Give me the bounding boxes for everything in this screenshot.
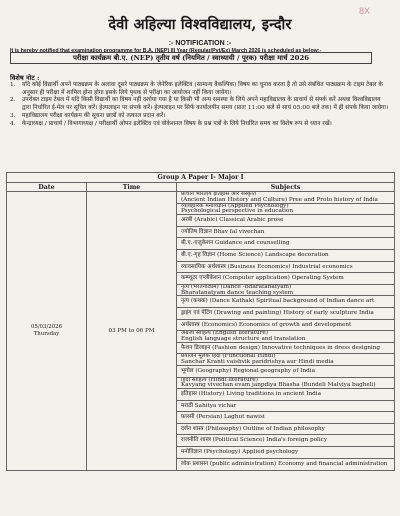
exam-day: Thursday <box>33 331 60 338</box>
subject-line: बी.ए.-एजुकेशन Guidance and counselling <box>181 240 290 247</box>
subject-row <box>177 378 394 390</box>
subject-row <box>177 331 394 343</box>
note-number: 1. <box>10 82 16 88</box>
subject-line: अंग्रेजी साहित्य (English literature) <box>181 331 268 337</box>
column-header-time: Time <box>87 183 177 192</box>
group-title: Group A Paper I- Major I <box>7 173 395 183</box>
subject-row <box>177 285 394 297</box>
subject-line: Psychological perspective in education <box>181 208 294 215</box>
subject-row <box>177 459 394 471</box>
note-text: यदि कोई विद्यार्थी अपने पाठ्यक्रम के अलावा दूसरे पाठ्यक्रम के जेनेरिक इलेक्टिव (सामान्य वैकल्पिक) विषय का चुनाव करता है तो उसे संबंधित पाठ्यक्रम के टाइम टेबल के अनुसार ही परीक्षा में शामिल होना होगा इसके लिये पृथक से परीक्षा का आयोजन नहीं किया जायेगा। <box>22 82 383 96</box>
subject-line: नृत्य (कथक) (Dance Kathak) Spiritual background of Indian dance art <box>181 298 375 305</box>
subject-line: व्यावसायिक अर्थशास्त्र (Business Economics) Industrial economics <box>181 263 353 270</box>
notification-title: :- NOTIFICATION :- <box>168 40 232 47</box>
subject-line: अरबी (Arabic) Classical Arabic prose <box>181 217 284 224</box>
subject-line: कम्प्यूटर एप्लीकेशन (Computer application) Operating System <box>181 275 344 282</box>
subject-row <box>177 192 394 204</box>
exam-date-cell <box>7 192 87 471</box>
subject-line: English language structure and translation <box>181 335 306 342</box>
subject-row <box>177 204 394 216</box>
subject-line: प्रयोजन मूलक हिंदी (Functional Hindi) <box>181 354 276 360</box>
subject-row <box>177 389 394 401</box>
subject-row <box>177 296 394 308</box>
exam-time: 03 PM to 06 PM <box>87 192 177 471</box>
corner-mark: 8X <box>358 6 370 16</box>
subject-line: भूगोल (Geography) Regional geography of India <box>181 367 315 374</box>
subject-line: इतिहास (History) Living traditions in ancient India <box>181 391 321 398</box>
note-number: 4. <box>10 120 16 127</box>
subject-line: व्यावहारिक मनोविज्ञान (Applied Psychology) <box>181 203 289 209</box>
note-item <box>10 97 390 112</box>
subject-row <box>177 238 394 250</box>
subject-line: (Ancient Indian History and Culture) Pree and Proto history of India <box>181 196 378 203</box>
subject-line: Sanchar Kranti vaishvik paridrishya aur Hindi media <box>181 359 334 366</box>
subject-line: दर्शन शास्त्र (Philosophy) Outline of Indian philosophy <box>181 425 325 432</box>
subject-line: फैशन डिजाइन (Fashion design) Innovative techniques in dress designing <box>181 344 381 351</box>
column-header-date: Date <box>7 183 87 192</box>
note-text: उपरोक्त टाइम टेबल में यदि किसी विद्यार्थी का विषय नहीं दर्शाया गया है या किसी भी अन्य समस्या के लिये अपने महाविद्यालय के प्राचार्य से संपर्क करें अथवा विश्वविद्यालय द्वारा निर्धारित ई-मेल पर सूचित करें। हेल्पलाइन पर संपर्क करें। हेल्पलाइन पर सिर्फ कार्यालयीन समय (प्रातः 11:00 बजे से सायं 05:00 बजे तक) में ही संपर्क किया जावेगा। <box>22 97 389 112</box>
subject-row <box>177 401 394 413</box>
subjects-cell <box>177 192 395 471</box>
programme-line: परीक्षा कार्यक्रम बी.ए. (NEP) तृतीय वर्ष (नियमित / स्वाध्यायी / पूरक) परीक्षा मार्च 2026 <box>10 52 372 64</box>
subject-row <box>177 320 394 332</box>
note-number: 3. <box>10 112 16 119</box>
subject-row <box>177 354 394 366</box>
subject-row <box>177 215 394 227</box>
note-text: केन्द्राध्यक्ष / प्राचार्य / विभागाध्यक्ष / परीक्षार्थी ओपन इलेक्टिव एवं वोकेशनल विषय के प्रश्न पत्रों के लिये निर्धारित समय का विशेष रूप से ध्यान रखें। <box>22 120 332 127</box>
subject-row <box>177 366 394 378</box>
note-item <box>10 113 390 121</box>
subject-row <box>177 343 394 355</box>
subject-line: लोक प्रशासन (public administration) Economy and financial administration <box>181 460 388 467</box>
university-title: देवी अहिल्या विश्वविद्यालय, इन्दौर <box>108 16 292 33</box>
subject-line: प्राचीन भारतीय इतिहास और संस्कृति <box>181 192 257 197</box>
subject-row <box>177 308 394 320</box>
exam-schedule-table <box>6 172 395 471</box>
notes-heading: विशेष नोट : <box>10 74 40 82</box>
exam-date: 05/03/2026 <box>30 323 63 330</box>
subject-line: ड्राइंग एवं पेंटिंग (Drawing and painting) History of early sculpture India <box>181 309 374 316</box>
notice-line: It is hereby notified that examination programme for B.A. (NEP) III Year (Regular/Pvt/Ex) March 2026 is scheduled as below:- <box>10 48 322 54</box>
subject-line: नृत्य (भरतनाट्यम) (Dance -Bharatanatyam) <box>181 284 292 290</box>
column-header-subjects: Subjects <box>177 183 395 192</box>
subject-row <box>177 273 394 285</box>
subject-line: Kavyang vivechan evam janpdiya Bhasha (Bundeli Malviya bagheli) <box>181 382 376 389</box>
subject-line: फ़ारसी (Persian) Laghut nawisi <box>181 414 265 421</box>
subject-line: मराठी Sahitya vichar <box>181 402 237 409</box>
subject-row <box>177 250 394 262</box>
subject-line: अर्थशास्त्र (Economics) Economics of growth and development <box>181 321 352 328</box>
subject-row <box>177 262 394 274</box>
subject-line: हिंदी साहित्य (Hindi literature) <box>181 377 258 383</box>
subject-line: बी.ए.-गृह विज्ञान (Home Science) Landscape decoration <box>181 251 329 258</box>
subject-row <box>177 447 394 459</box>
notes-list <box>10 82 390 128</box>
note-item <box>10 121 390 129</box>
subject-line: मनोविज्ञान (Psychology) Applied psychology <box>181 449 299 456</box>
subject-line: Bharatanatyam dance teaching system <box>181 289 294 296</box>
subject-list <box>177 192 394 470</box>
subject-row <box>177 424 394 436</box>
subject-row <box>177 435 394 447</box>
note-number: 2. <box>10 97 16 104</box>
note-text: महाविद्यालय परीक्षा कार्यक्रम की सूचना छात्रों को तत्काल प्रदान करें। <box>22 112 166 119</box>
subject-line: राजनीति शास्त्र (Political Science) India's foreign policy <box>181 437 328 444</box>
subject-line: ज्योतिष विज्ञान Bhav fal vivechan <box>181 228 265 235</box>
note-item <box>10 82 390 97</box>
subject-row <box>177 227 394 239</box>
subject-row <box>177 412 394 424</box>
